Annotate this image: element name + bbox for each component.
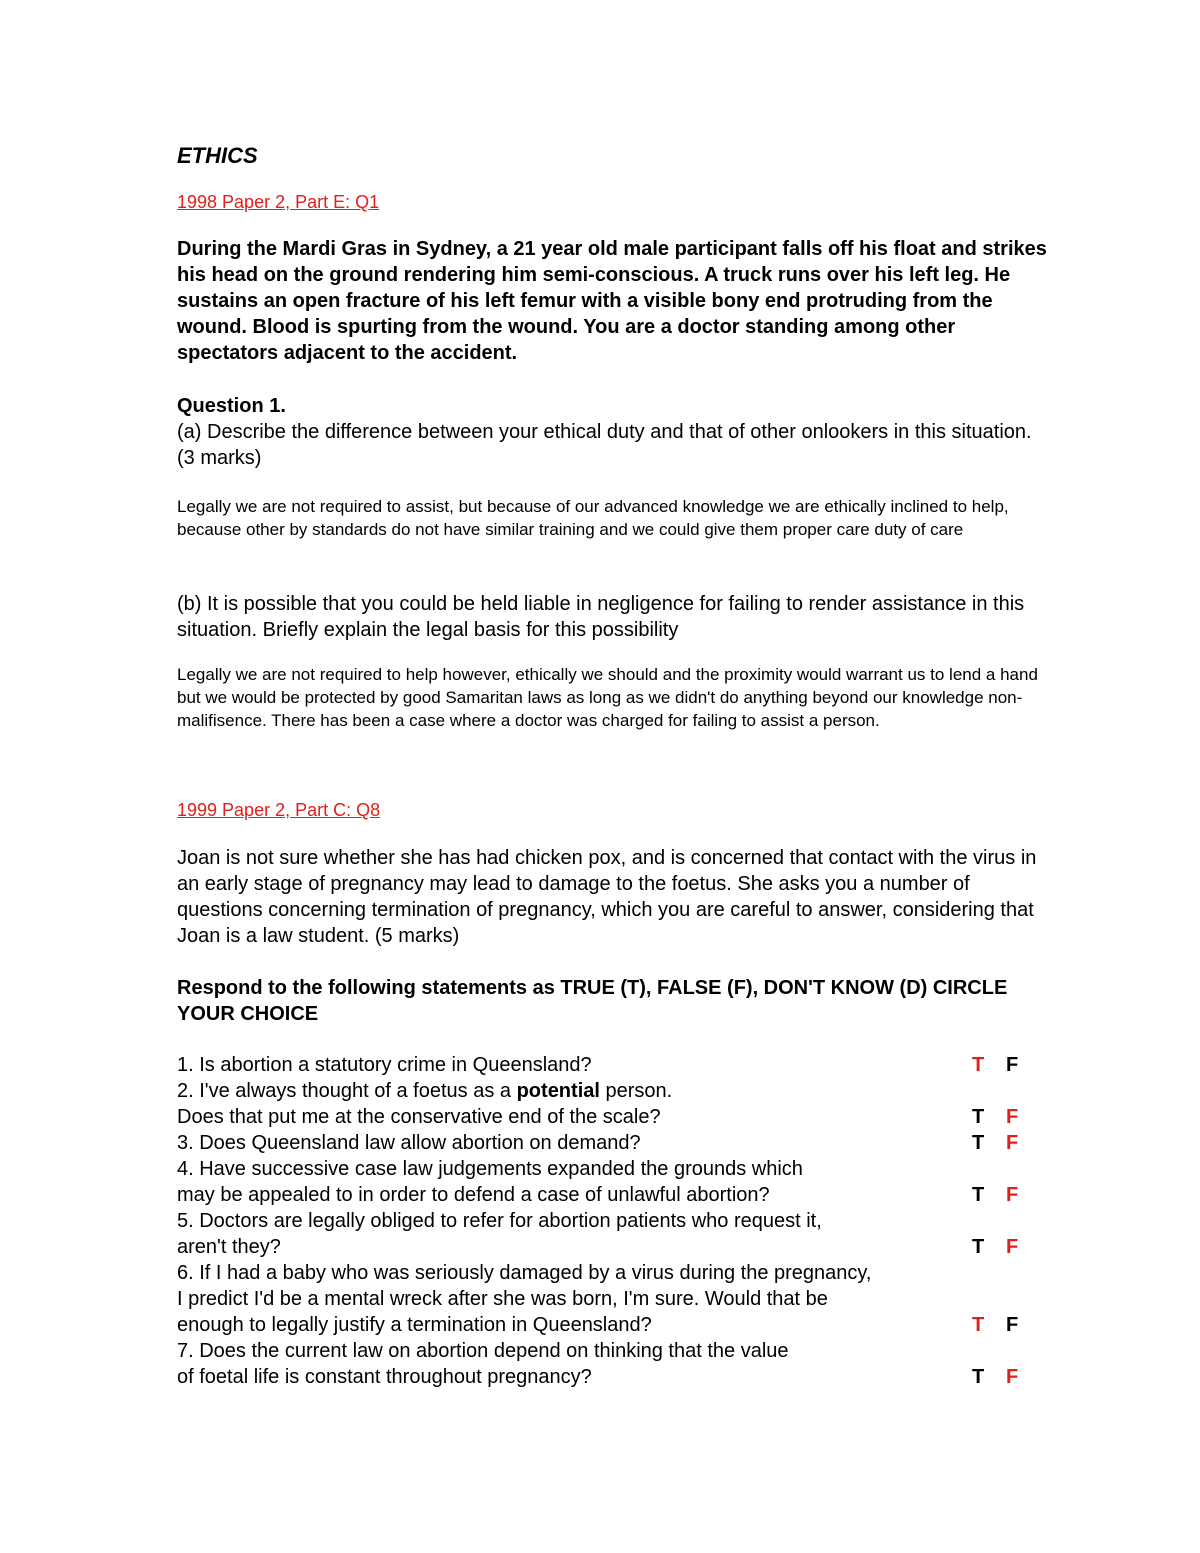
statement-text: aren't they? (177, 1236, 281, 1258)
statement-4-true[interactable]: T (972, 1184, 985, 1206)
statement-6 (177, 1260, 997, 1338)
statement-4-false[interactable]: F (1006, 1184, 1019, 1206)
statement-3-true[interactable]: T (972, 1132, 985, 1154)
section1-reference: 1998 Paper 2, Part E: Q1 (177, 192, 380, 212)
statement-text: 7. Does the current law on abortion depend on thinking that the value (177, 1340, 789, 1362)
statement-text: enough to legally justify a termination in Queensland? (177, 1314, 652, 1336)
statement-4 (177, 1156, 977, 1208)
answer-a: Legally we are not required to assist, but because of our advanced knowledge we are ethically inclined to help, because other by standards do not have similar training and we could give them proper care duty of care (177, 497, 1009, 539)
statement-text: may be appealed to in order to defend a case of unlawful abortion? (177, 1184, 770, 1206)
emphasis-word: potential (516, 1080, 600, 1102)
statement-text: I predict I'd be a mental wreck after she was born, I'm sure. Would that be (177, 1288, 828, 1310)
statement-text: 6. If I had a baby who was seriously damaged by a virus during the pregnancy, (177, 1262, 872, 1284)
statement-7-true[interactable]: T (972, 1366, 985, 1388)
statement-text: 1. Is abortion a statutory crime in Queensland? (177, 1054, 592, 1076)
question-heading: Question 1. (177, 395, 286, 417)
statement-text: 3. Does Queensland law allow abortion on demand? (177, 1132, 641, 1154)
statement-text: 2. I've always thought of a foetus as a (177, 1080, 517, 1102)
statement-1-false[interactable]: F (1006, 1054, 1019, 1076)
page-title: ETHICS (177, 143, 258, 168)
question-a: (a) Describe the difference between your ethical duty and that of other onlookers in this situation. (3 marks) (177, 421, 1032, 469)
section1-scenario: During the Mardi Gras in Sydney, a 21 year old male participant falls off his float and strikes his head on the ground rendering him semi-conscious. A truck runs over his left leg. He sustains an open fracture of his left femur with a visible bony end protruding from the wound. Blood is spurting from the wound. You are a doctor standing among other spectators adjacent to the accident. (177, 238, 1047, 364)
statement-6-true[interactable]: T (972, 1314, 985, 1336)
statement-text: 5. Doctors are legally obliged to refer for abortion patients who request it, (177, 1210, 822, 1232)
statement-2-false[interactable]: F (1006, 1106, 1019, 1128)
section2-reference: 1999 Paper 2, Part C: Q8 (177, 800, 381, 820)
statement-7 (177, 1338, 977, 1390)
statement-2-true[interactable]: T (972, 1106, 985, 1128)
question-b: (b) It is possible that you could be held liable in negligence for failing to render assistance in this situation. Briefly explain the legal basis for this possibility (177, 593, 1025, 641)
statement-text: 4. Have successive case law judgements expanded the grounds which (177, 1158, 803, 1180)
statement-text: Does that put me at the conservative end of the scale? (177, 1106, 661, 1128)
statement-1-true[interactable]: T (972, 1054, 985, 1076)
statement-3-false[interactable]: F (1006, 1132, 1019, 1154)
statement-5-false[interactable]: F (1006, 1236, 1019, 1258)
section2-scenario: Joan is not sure whether she has had chicken pox, and is concerned that contact with the virus in an early stage of pregnancy may lead to damage to the foetus. She asks you a number of questions concerning termination of pregnancy, which you are careful to answer, considering that Joan is a law student. (5 marks) (177, 847, 1037, 947)
statement-1 (177, 1052, 977, 1078)
statement-7-false[interactable]: F (1006, 1366, 1019, 1388)
statement-2 (177, 1078, 977, 1130)
statement-text: person. (599, 1080, 673, 1102)
statement-5 (177, 1208, 977, 1260)
statement-5-true[interactable]: T (972, 1236, 985, 1258)
statement-6-false[interactable]: F (1006, 1314, 1019, 1336)
answer-b: Legally we are not required to help however, ethically we should and the proximity would warrant us to lend a hand but we would be protected by good Samaritan laws as long as we didn't do anything beyond our knowledge non-malifisence. There has been a case where a doctor was charged for failing to assist a person. (177, 665, 1038, 730)
statement-text: of foetal life is constant throughout pregnancy? (177, 1366, 592, 1388)
instructions: Respond to the following statements as TRUE (T), FALSE (F), DON'T KNOW (D) CIRCLE YOUR CHOICE (177, 977, 1008, 1025)
statement-3 (177, 1130, 977, 1156)
